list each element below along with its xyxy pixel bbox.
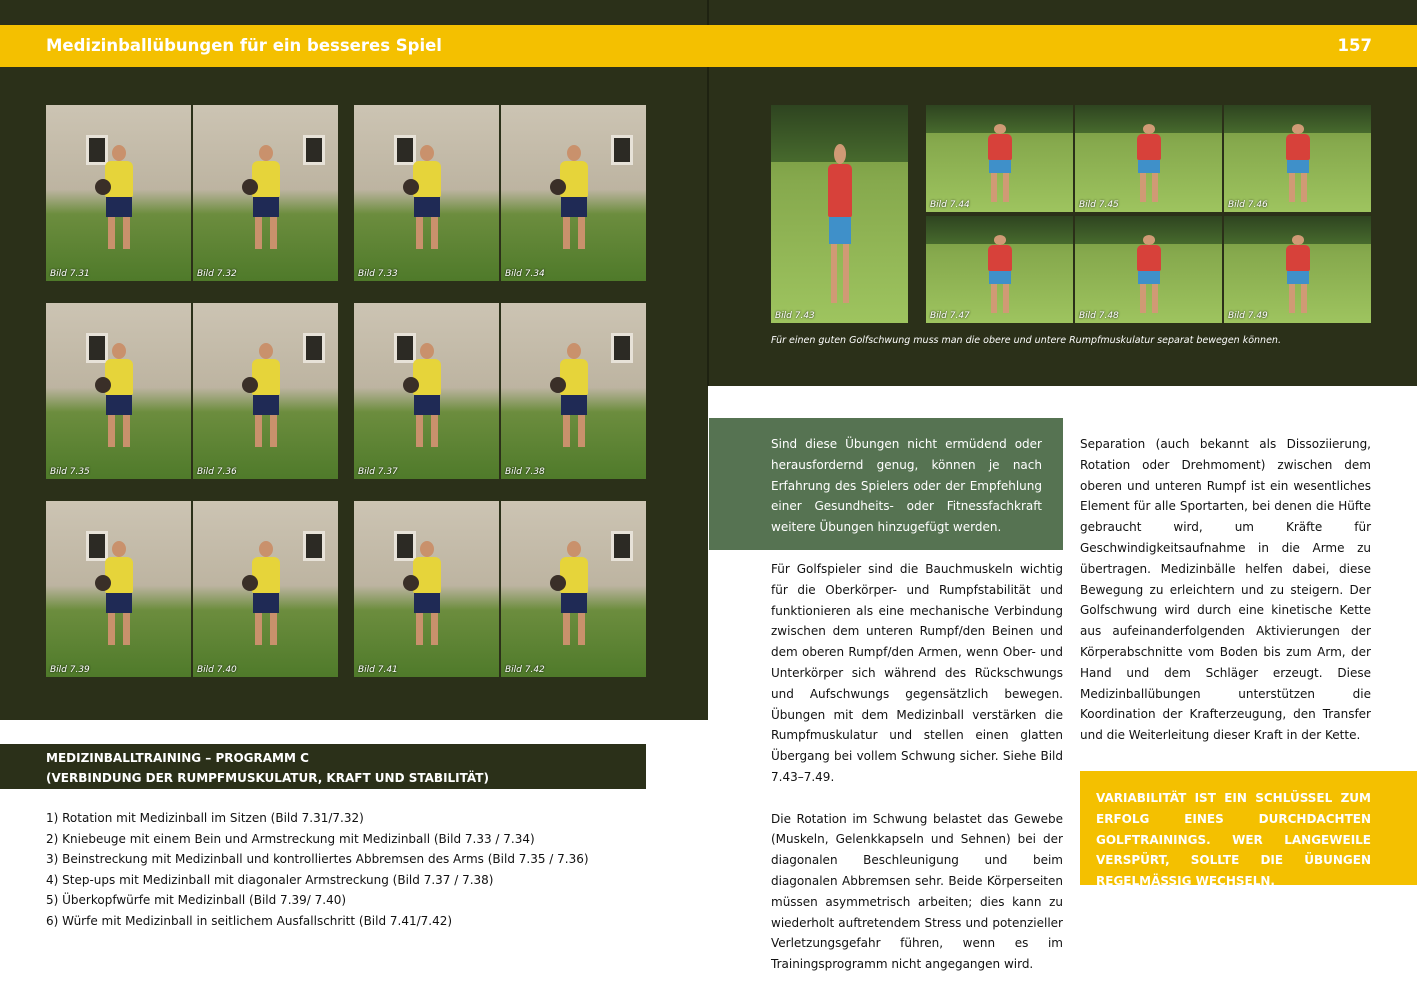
golf-photo: [1224, 216, 1371, 323]
golf-photo: [926, 105, 1073, 212]
photo-caption: Bild 7.49: [1228, 311, 1268, 321]
exercise-photo: [46, 105, 191, 281]
exercise-photo: [501, 501, 646, 677]
body-paragraph: Für Golfspieler sind die Bauchmuskeln wichtig für die Oberkörper- und Rumpfstabilität und funktionieren als eine mechanische Verbindung zwischen dem unteren Rumpf/den Beinen und dem oberen Rumpf/den Armen, wenn Ober- und Unterkörper sich während des Rückschwungs und Aufschwungs gegensätzlich bewegen. Übungen mit dem Medizinball verstärken die Rumpfmuskulatur und stellen einen glatten Übergang bei vollem Schwung sicher. Siehe Bild 7.43–7.49.: [771, 562, 1063, 784]
exercise-photo: [46, 501, 191, 677]
list-item: 1) Rotation mit Medizinball im Sitzen (Bild 7.31/7.32): [46, 811, 364, 825]
list-item: 4) Step-ups mit Medizinball mit diagonaler Armstreckung (Bild 7.37 / 7.38): [46, 872, 494, 887]
body-column-2: [1080, 434, 1371, 746]
golf-photo-large: [771, 105, 908, 323]
body-paragraph: Die Rotation im Schwung belastet das Gewebe (Muskeln, Gelenkkapseln und Sehnen) bei der diagonalen Beschleunigung und beim diagonalen Abbremsen sehr. Beide Körperseiten müssen asymmetrisch arbeiten; dies kann zu wiederholt auftretendem Stress und potenzieller Verletzungsgefahr führen, wenn es im Trainingsprogramm nicht angegangen wird.: [771, 811, 1063, 972]
photo-caption: Bild 7.33: [358, 269, 398, 279]
photo-caption: Bild 7.35: [50, 467, 90, 477]
exercise-photo: [46, 303, 191, 479]
photo-caption: Bild 7.40: [197, 665, 237, 675]
photo-caption: Bild 7.37: [358, 467, 398, 477]
photo-caption: Bild 7.38: [505, 467, 545, 477]
exercise-photo: [193, 501, 338, 677]
photo-caption: Bild 7.45: [1079, 200, 1119, 210]
golf-photo: [1075, 105, 1222, 212]
photo-caption: Bild 7.47: [930, 311, 970, 321]
photo-caption: Bild 7.34: [505, 269, 545, 279]
photo-caption: Bild 7.39: [50, 665, 90, 675]
golf-photo: [1075, 216, 1222, 323]
quote-text: VARIABILITÄT IST EIN SCHLÜSSEL ZUM ERFOLG EINES DURCHDACHTEN GOLFTRAININGS. WER LANGEWEILE VERSPÜRT, SOLLTE DIE ÜBUNGEN REGELMÄSSIG WECHSELN.: [1096, 791, 1371, 889]
list-item: 2) Kniebeuge mit einem Bein und Armstreckung mit Medizinball (Bild 7.33 / 7.34): [46, 831, 535, 846]
green-callout-text: Sind diese Übungen nicht ermüdend oder herausfordernd genug, können je nach Erfahrung des Spielers oder der Empfehlung einer Gesundheits- oder Fitnessfachkraft weitere Übungen hinzugefügt werden.: [771, 437, 1042, 535]
exercise-photo: [354, 105, 499, 281]
list-item: 3) Beinstreckung mit Medizinball und kontrolliertes Abbremsen des Arms (Bild 7.35 / 7.36): [46, 852, 589, 867]
program-list: [46, 808, 589, 932]
golf-photo: [926, 216, 1073, 323]
list-item: 6) Würfe mit Medizinball in seitlichem Ausfallschritt (Bild 7.41/7.42): [46, 913, 453, 928]
photo-caption: Bild 7.42: [505, 665, 545, 675]
golf-photo: [1224, 105, 1371, 212]
page-title: Medizinballübungen für ein besseres Spiel: [46, 36, 442, 55]
exercise-photo: [193, 105, 338, 281]
page-number: 157: [1337, 36, 1372, 55]
exercise-photo: [501, 303, 646, 479]
program-title: [46, 748, 489, 788]
photo-caption: Bild 7.46: [1228, 200, 1268, 210]
photo-caption: Bild 7.41: [358, 665, 398, 675]
exercise-photo: [501, 105, 646, 281]
exercise-photo: [354, 303, 499, 479]
figure-caption: Für einen guten Golfschwung muss man die obere und untere Rumpfmuskulatur separat bewegen können.: [771, 335, 1281, 346]
body-column-1: [771, 559, 1063, 975]
photo-caption: Bild 7.43: [775, 311, 815, 321]
exercise-photo: [354, 501, 499, 677]
exercise-photo: [193, 303, 338, 479]
program-title-line2: (VERBINDUNG DER RUMPFMUSKULATUR, KRAFT UND STABILITÄT): [46, 771, 489, 785]
list-item: 5) Überkopfwürfe mit Medizinball (Bild 7.39/ 7.40): [46, 893, 347, 908]
photo-caption: Bild 7.44: [930, 200, 970, 210]
photo-caption: Bild 7.36: [197, 467, 237, 477]
photo-caption: Bild 7.31: [50, 269, 90, 279]
body-paragraph: Separation (auch bekannt als Dissoziierung, Rotation oder Drehmoment) zwischen dem oberen und unteren Rumpf ist ein wesentliches Element für alle Sportarten, bei denen die Hüfte gebraucht wird, um Kräfte für Geschwindigkeitsaufnahme in die Arme zu übertragen. Medizinbälle helfen dabei, diese Bewegung zu erleichtern und zu steigern. Der Golfschwung wird durch eine kinetische Kette aus aufeinanderfolgenden Aktivierungen der Körperabschnitte vom Boden bis zum Arm, der Hand und dem Schläger erzeugt. Diese Medizinballübungen unterstützen die Koordination der Krafterzeugung, den Transfer und die Weiterleitung dieser Kraft in der Kette.: [1080, 437, 1371, 743]
program-title-line1: MEDIZINBALLTRAINING – PROGRAMM C: [46, 751, 309, 765]
photo-caption: Bild 7.32: [197, 269, 237, 279]
photo-caption: Bild 7.48: [1079, 311, 1119, 321]
